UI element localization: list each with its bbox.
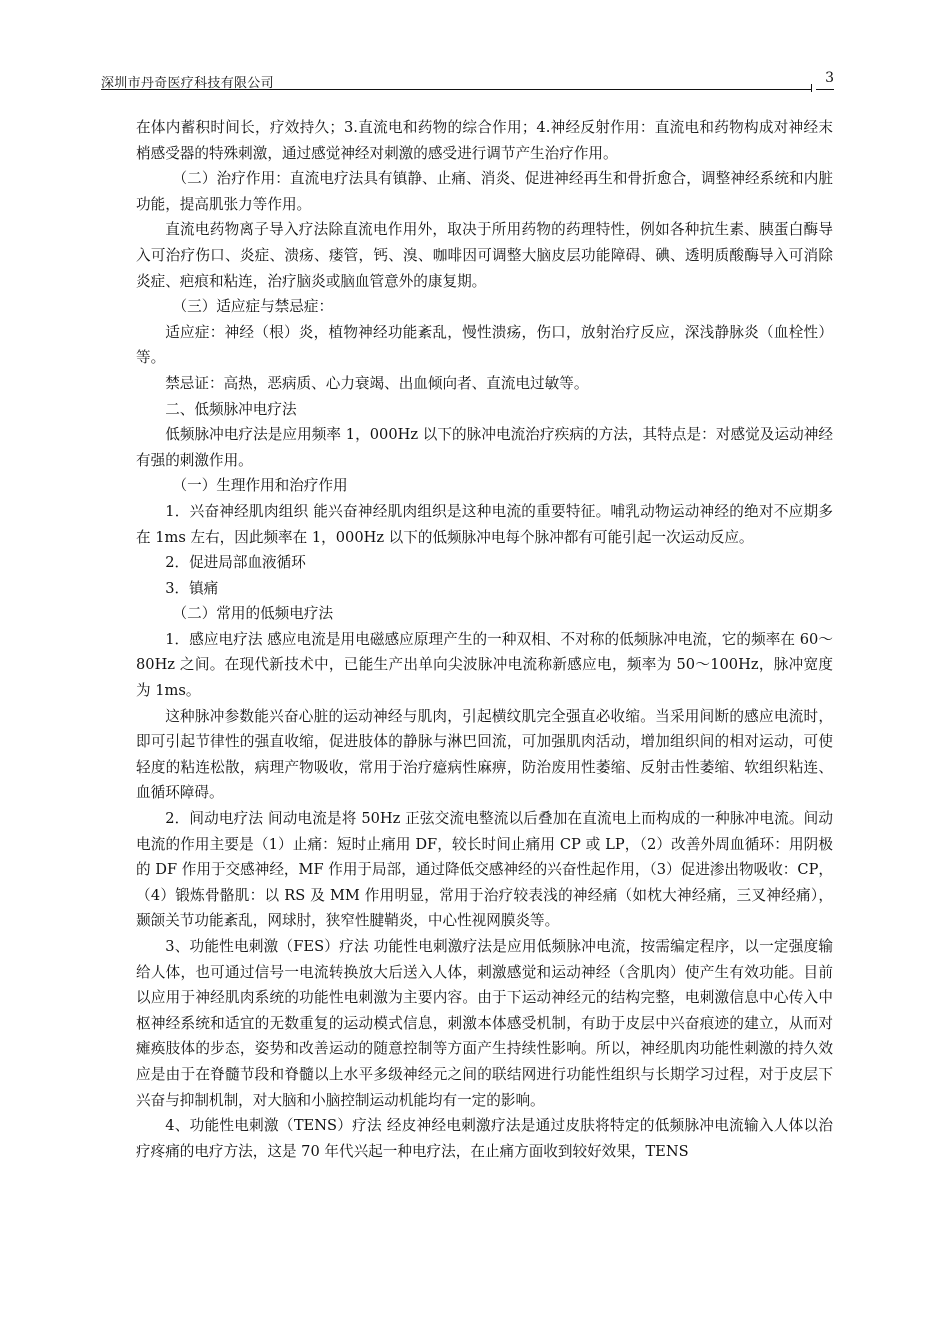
paragraph: 适应症：神经（根）炎，植物神经功能紊乱，慢性溃疡，伤口，放射治疗反应，深浅静脉炎（血栓性）等。 — [136, 323, 833, 367]
paragraph: 直流电药物离子导入疗法除直流电作用外，取决于所用药物的药理特性，例如各种抗生素、胰蛋白酶导入可治疗伤口、炎症、溃疡、瘘管，钙、溴、咖啡因可调整大脑皮层功能障碍、碘、透明质酸酶导入可消除炎症、疤痕和粘连，治疗脑炎或脑血管意外的康复期。 — [136, 221, 833, 290]
paragraph: 3、功能性电刺激（FES）疗法 功能性电刺激疗法是应用低频脉冲电流，按需编定程序，以一定强度输给人体，也可通过信号一电流转换放大后送入人体，刺激感觉和运动神经（含肌肉）使产生有效功能。目前以应用于神经肌肉系统的功能性电刺激为主要内容。由于下运动神经元的结构完整，电刺激信息中心传入中枢神经系统和适宜的无数重复的运动模式信息，刺激本体感受机制，有助于皮层中兴奋痕迹的建立，从而对瘫痪肢体的步态，姿势和改善运动的随意控制等方面产生持续性影响。所以，神经肌肉功能性刺激的持久效应是由于在脊髓节段和脊髓以上水平多级神经元之间的联结网进行功能性组织与长期学习过程，对于皮层下兴奋与抑制机制，对大脑和小脑控制运动机能均有一定的影响。 — [136, 938, 833, 1109]
paragraph: 1．感应电疗法 感应电流是用电磁感应原理产生的一种双相、不对称的低频脉冲电流，它的频率在 60～80Hz 之间。在现代新技术中，已能生产出单向尖波脉冲电流称新感应电，频率为 50～100Hz，脉冲宽度为 1ms。 — [136, 630, 833, 700]
company-name: 深圳市丹奇医疗科技有限公司 — [101, 76, 274, 91]
section-heading: （二）常用的低频电疗法 — [172, 605, 334, 623]
paragraph: 4、功能性电刺激（TENS）疗法 经皮神经电刺激疗法是通过皮肤将特定的低频脉冲电流输入人体以治疗疼痛的电疗方法，这是 70 年代兴起一种电疗法，在止痛方面收到较好效果，TENS — [136, 1117, 833, 1160]
paragraph: 在体内蓄积时间长，疗效持久；3.直流电和药物的综合作用；4.神经反射作用：直流电和药物构成对神经末梢感受器的特殊刺激，通过感觉神经对刺激的感受进行调节产生治疗作用。 — [136, 119, 833, 162]
header-rule-end — [816, 89, 834, 90]
paragraph: 2．间动电疗法 间动电流是将 50Hz 正弦交流电整流以后叠加在直流电上而构成的一种脉冲电流。间动电流的作用主要是（1）止痛：短时止痛用 DF，较长时间止痛用 CP 或 LP，（2）改善外周血循环：用阴极的 DF 作用于交感神经，MF 作用于局部，通过降低交感神经的兴奋性起作用，（3）促进渗出物吸收：CP，（4）锻炼骨骼肌：以 RS 及 MM 作用明显，常用于治疗较表浅的神经痛（如枕大神经痛，三叉神经痛），颞颌关节功能紊乱，网球肘，狭窄性腱鞘炎，中心性视网膜炎等。 — [136, 810, 833, 930]
paragraph: 这种脉冲参数能兴奋心脏的运动神经与肌肉，引起横纹肌完全强直必收缩。当采用间断的感应电流时，即可引起节律性的强直收缩，促进肢体的静脉与淋巴回流，可加强肌肉活动，增加组织间的相对运动，可使轻度的粘连松散，病理产物吸收，常用于治疗癔病性麻痹，防治废用性萎缩、反射击性萎缩、软组织粘连、血循环障碍。 — [136, 707, 833, 802]
paragraph: 禁忌证：高热，恶病质、心力衰竭、出血倾向者、直流电过敏等。 — [165, 374, 589, 392]
paragraph: 2．促进局部血液循环 — [165, 554, 306, 572]
page-number: 3 — [825, 70, 834, 86]
page-header — [101, 70, 834, 92]
paragraph: 1．兴奋神经肌肉组织 能兴奋神经肌肉组织是这种电流的重要特征。哺乳动物运动神经的绝对不应期多在 1ms 左右，因此频率在 1，000Hz 以下的低频脉冲电每个脉冲都有可能引起一次运动反应。 — [136, 502, 833, 546]
paragraph: （二）治疗作用：直流电疗法具有镇静、止痛、消炎、促进神经再生和骨折愈合，调整神经系统和内脏功能，提高肌张力等作用。 — [136, 170, 833, 213]
paragraph: 低频脉冲电疗法是应用频率 1，000Hz 以下的脉冲电流治疗疾病的方法，其特点是：对感觉及运动神经有强的刺激作用。 — [136, 426, 833, 469]
header-rule — [101, 89, 812, 90]
paragraph: 3．镇痛 — [165, 579, 219, 597]
section-heading: 二、低频脉冲电疗法 — [165, 400, 297, 418]
section-heading: （一）生理作用和治疗作用 — [172, 477, 348, 495]
section-heading: （三）适应症与禁忌症： — [172, 298, 334, 316]
document-body — [136, 115, 833, 1164]
header-rule-tick — [811, 84, 812, 92]
